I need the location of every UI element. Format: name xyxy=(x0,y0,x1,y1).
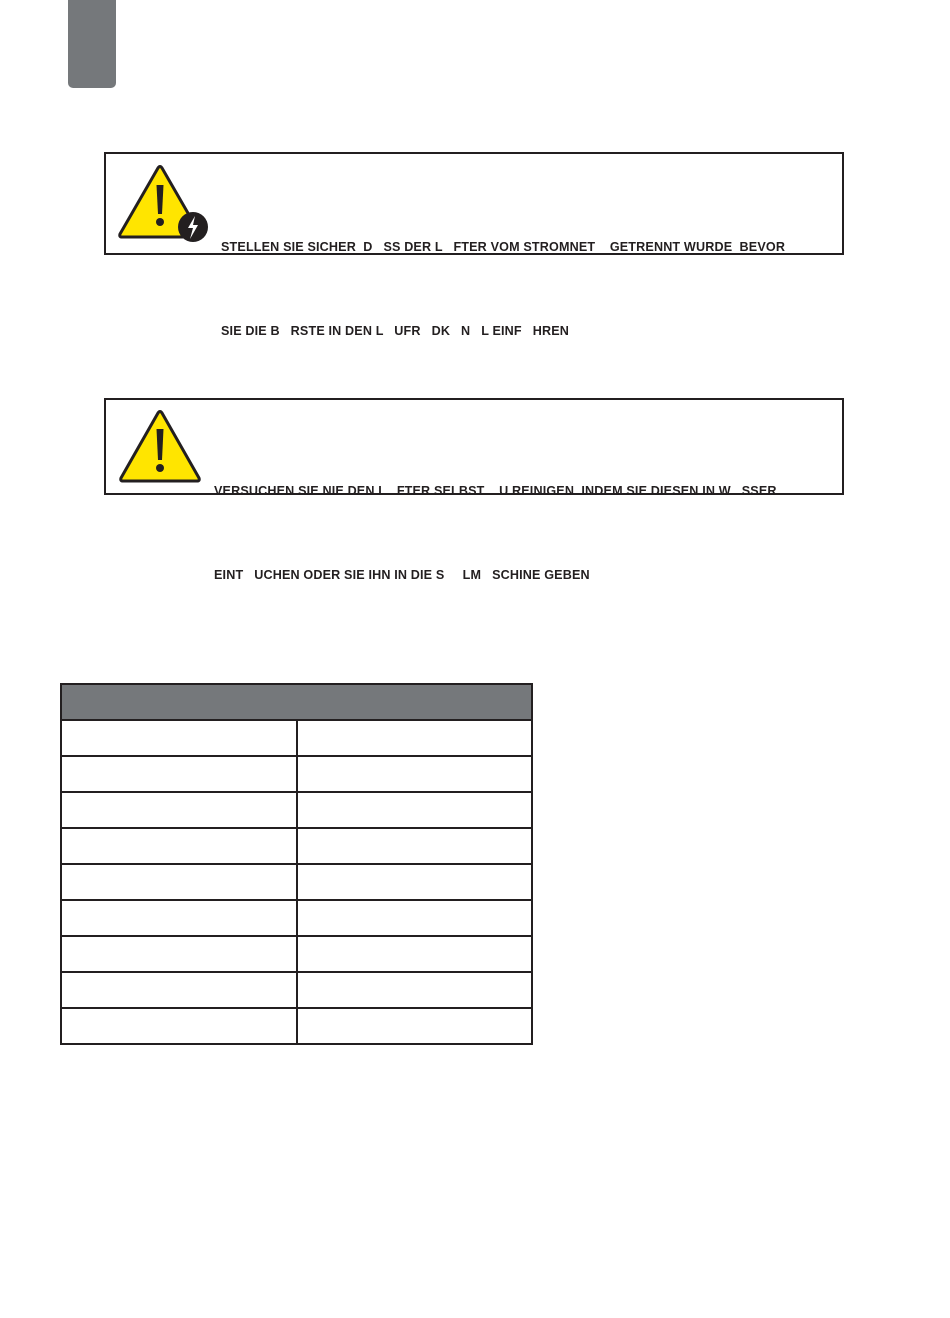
table-row xyxy=(61,720,532,756)
table-row xyxy=(61,1008,532,1044)
table-row xyxy=(61,972,532,1008)
table-cell-label xyxy=(61,864,297,900)
table-cell-label xyxy=(61,1008,297,1044)
warning-line-2: SIE DIE B RSTE IN DEN L UFR DK N L EINF HREN xyxy=(221,324,570,338)
table-row xyxy=(61,936,532,972)
table-header xyxy=(61,684,532,720)
table-cell-value xyxy=(297,756,533,792)
warning-electric-icon xyxy=(118,164,210,244)
table-cell-value xyxy=(297,864,533,900)
table-row xyxy=(61,900,532,936)
table-cell-label xyxy=(61,972,297,1008)
table-cell-value xyxy=(297,720,533,756)
table-row xyxy=(61,828,532,864)
table-cell-label xyxy=(61,720,297,756)
table-cell-value xyxy=(297,972,533,1008)
warning-line-1: STELLEN SIE SICHER D SS DER L FTER VOM STROMNET GETRENNT WURDE BEVOR xyxy=(221,240,786,254)
warning-text xyxy=(214,421,777,645)
table-row xyxy=(61,864,532,900)
table-cell-value xyxy=(297,900,533,936)
warning-text xyxy=(221,177,785,401)
table-cell-value xyxy=(297,1008,533,1044)
table-row xyxy=(61,756,532,792)
table-cell-label xyxy=(61,936,297,972)
table-cell-label xyxy=(61,756,297,792)
table-cell-value xyxy=(297,828,533,864)
page-tab-marker xyxy=(68,0,116,88)
electric-warning-box xyxy=(104,152,844,338)
table-cell-value xyxy=(297,936,533,972)
spec-table xyxy=(60,683,533,1045)
warning-icon xyxy=(118,409,202,485)
warning-line-2: EINT UCHEN ODER SIE IHN IN DIE S LM SCHINE GEBEN xyxy=(214,568,590,582)
table-cell-label xyxy=(61,828,297,864)
table-row xyxy=(61,792,532,828)
table-cell-label xyxy=(61,792,297,828)
warning-line-1: VERSUCHEN SIE NIE DEN L FTER SELBST U REINIGEN INDEM SIE DIESEN IN W SSER xyxy=(214,484,777,498)
table-header-row xyxy=(61,684,532,720)
table-cell-value xyxy=(297,792,533,828)
caution-warning-box xyxy=(104,398,844,582)
table-cell-label xyxy=(61,900,297,936)
